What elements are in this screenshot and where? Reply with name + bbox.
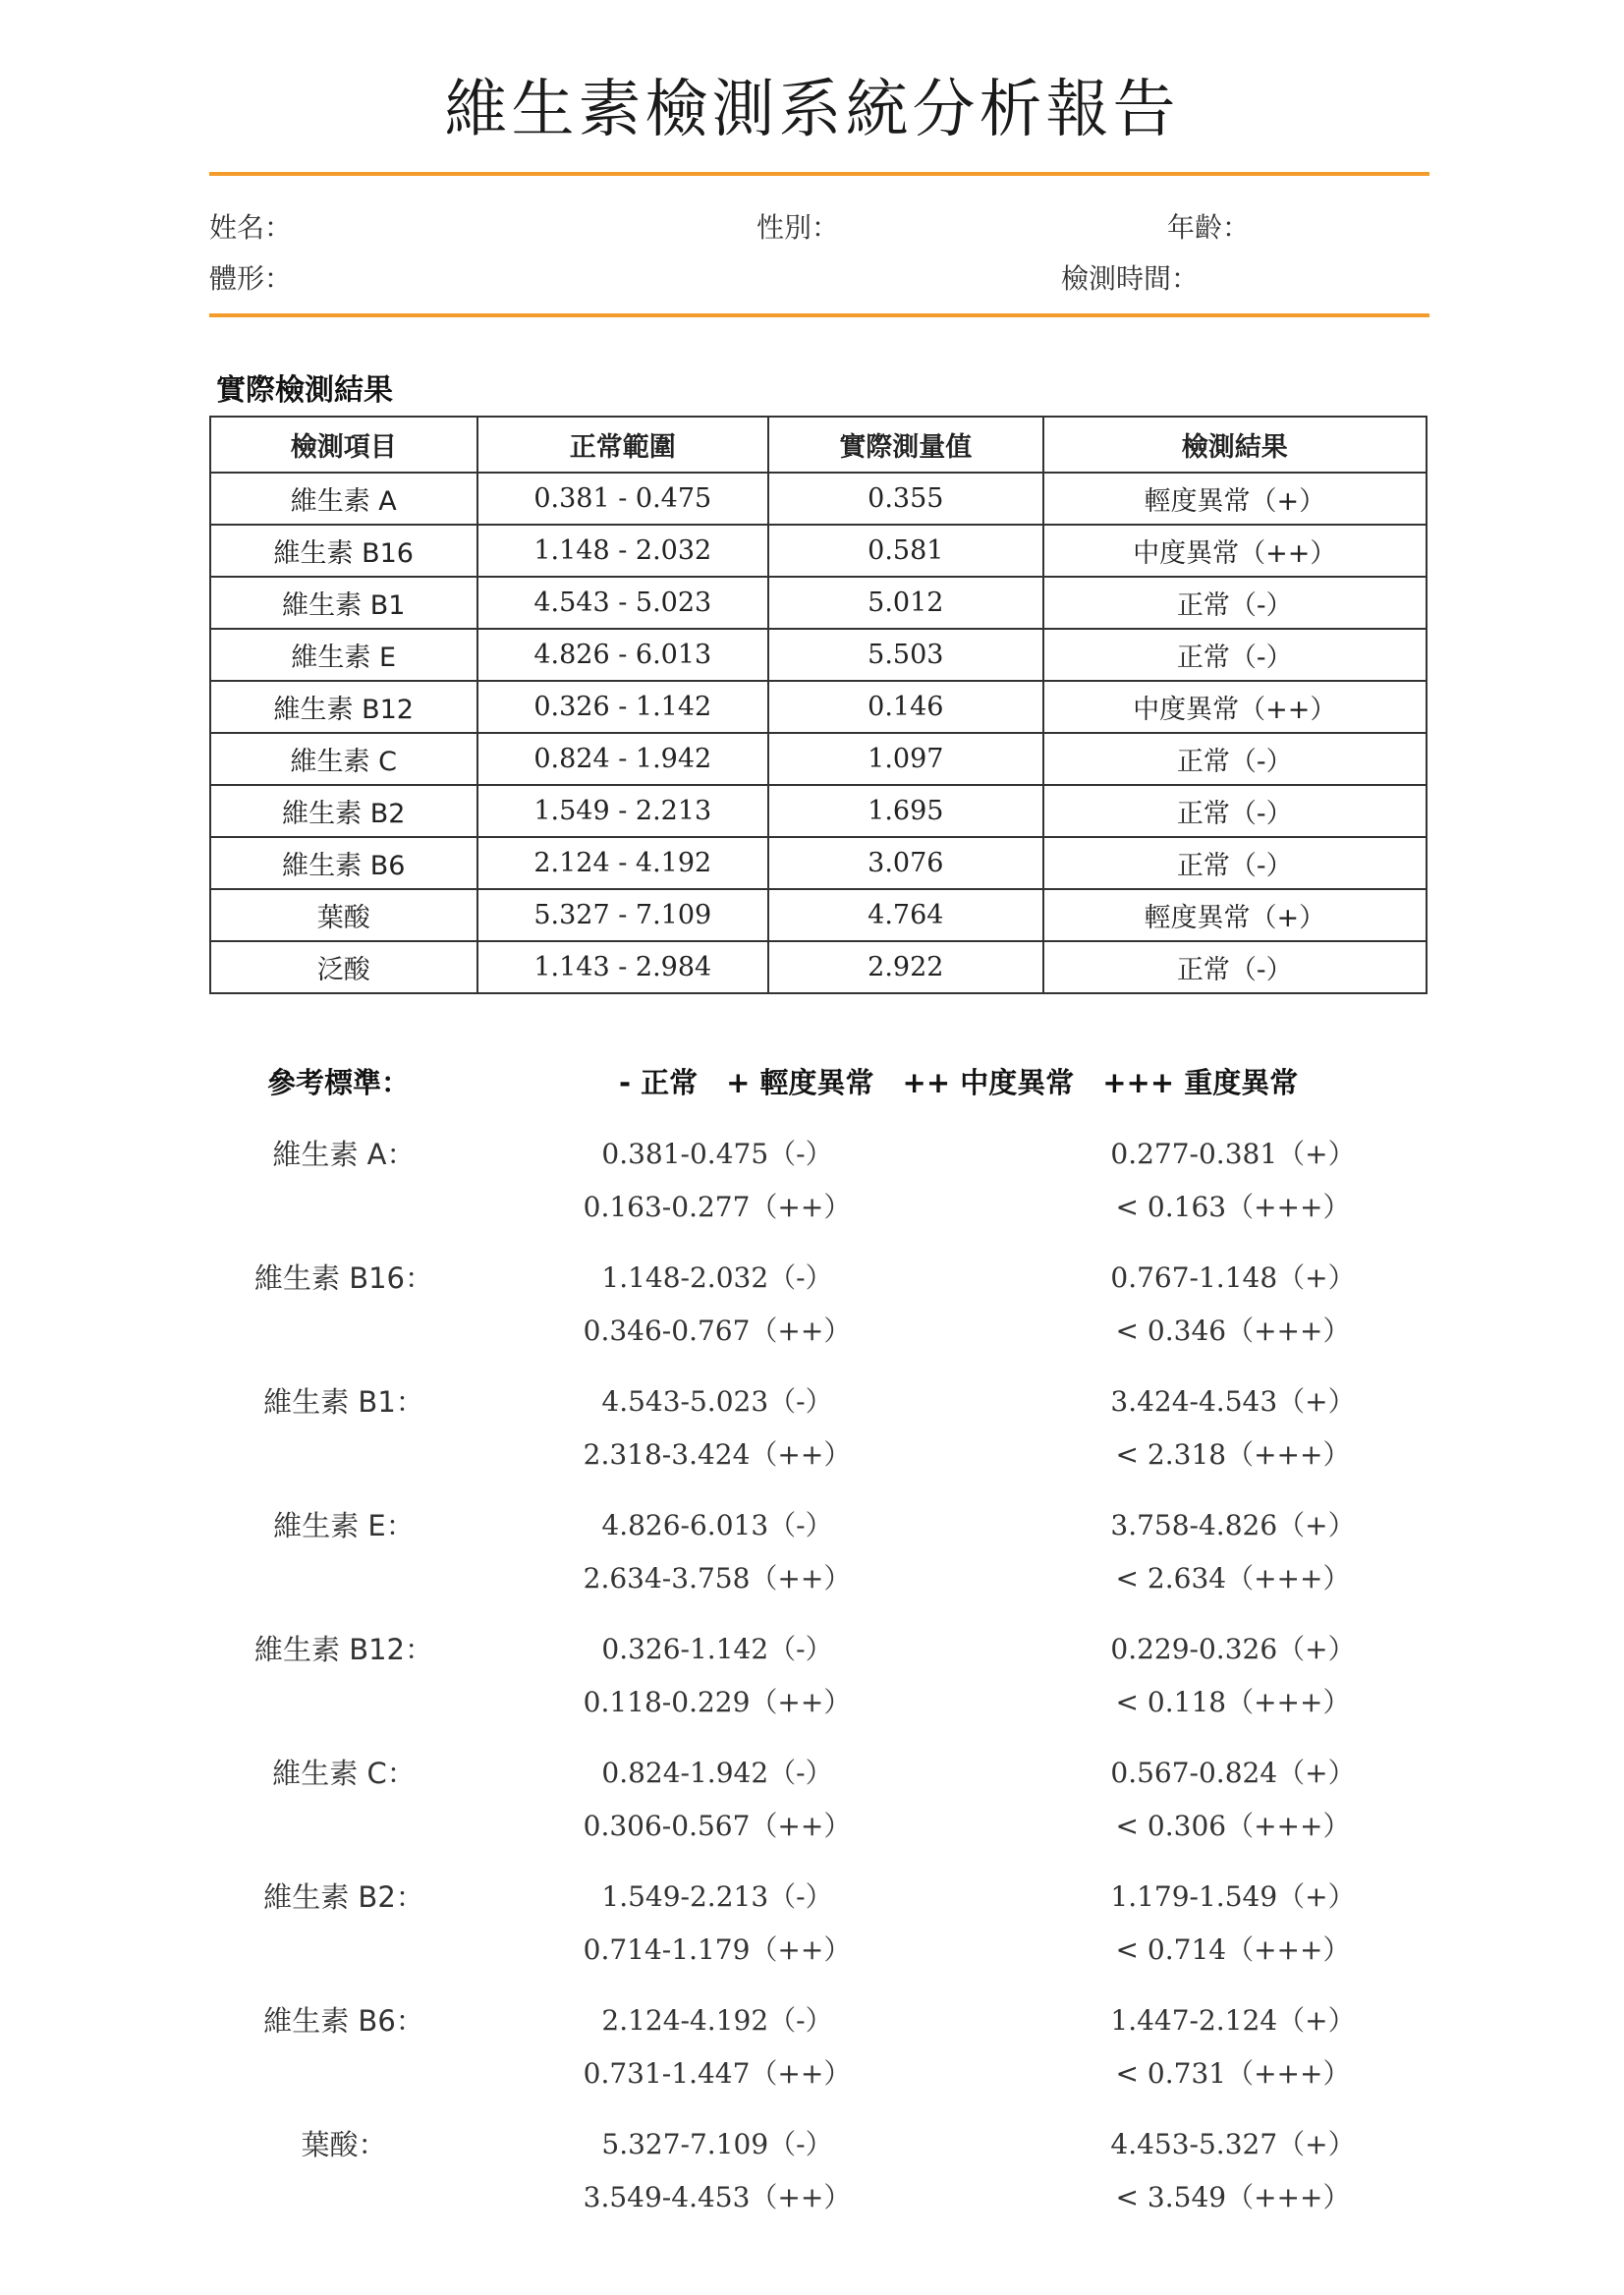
reference-vitamin-name: 維生素 B16： — [253, 1261, 433, 1295]
reference-mild: 0.567-0.824（+） — [1110, 1757, 1356, 1789]
reference-severe: < 0.346（+++） — [1115, 1315, 1351, 1347]
reference-vitamin-name: 維生素 B12： — [253, 1633, 433, 1666]
body-type-label: 體形： — [209, 262, 293, 295]
table-row — [210, 733, 1427, 785]
reference-group — [0, 1133, 1624, 1257]
item-cell: 維生素 B12 — [210, 681, 477, 733]
reference-group — [0, 2123, 1624, 2247]
reference-vitamin-name: 維生素 B1： — [263, 1385, 424, 1419]
table-row — [210, 577, 1427, 629]
table-row — [210, 473, 1427, 525]
header-bottom-rule — [209, 313, 1429, 317]
value-cell: 5.012 — [768, 577, 1043, 629]
reference-vitamin-name: 維生素 E： — [273, 1509, 415, 1542]
reference-mild: 3.758-4.826（+） — [1110, 1509, 1356, 1541]
result-cell: 輕度異常（+） — [1043, 473, 1427, 525]
reference-severe: < 0.118（+++） — [1115, 1686, 1351, 1718]
reference-mild: 0.767-1.148（+） — [1110, 1261, 1356, 1294]
range-cell: 2.124 - 4.192 — [477, 837, 769, 889]
reference-vitamin-name: 維生素 B6： — [263, 2004, 424, 2038]
header-item: 檢測項目 — [210, 417, 477, 473]
reference-group — [0, 1257, 1624, 1380]
reference-severe: < 0.731（+++） — [1115, 2057, 1351, 2090]
reference-mild: 1.447-2.124（+） — [1110, 2004, 1356, 2037]
value-cell: 3.076 — [768, 837, 1043, 889]
table-row — [210, 525, 1427, 577]
value-cell: 1.097 — [768, 733, 1043, 785]
reference-severe: < 3.549（+++） — [1115, 2181, 1351, 2213]
result-cell: 正常（-） — [1043, 629, 1427, 681]
table-row — [210, 941, 1427, 993]
gender-label: 性別： — [756, 211, 840, 244]
item-cell: 維生素 B6 — [210, 837, 477, 889]
value-cell: 0.146 — [768, 681, 1043, 733]
reference-normal: 0.824-1.942（-） — [601, 1757, 833, 1789]
reference-group — [0, 1875, 1624, 1999]
test-time-label: 檢測時間： — [1061, 262, 1200, 295]
reference-group — [0, 1628, 1624, 1752]
item-cell: 維生素 C — [210, 733, 477, 785]
reference-vitamin-name: 維生素 C： — [272, 1757, 416, 1790]
name-label: 姓名： — [209, 211, 293, 244]
reference-mild: 1.179-1.549（+） — [1110, 1880, 1356, 1913]
reference-group — [0, 1999, 1624, 2123]
reference-normal: 4.826-6.013（-） — [601, 1509, 833, 1541]
reference-normal: 1.148-2.032（-） — [601, 1261, 833, 1294]
reference-moderate: 0.714-1.179（++） — [583, 1933, 852, 1966]
result-cell: 正常（-） — [1043, 837, 1427, 889]
item-cell: 葉酸 — [210, 889, 477, 941]
range-cell: 0.381 - 0.475 — [477, 473, 769, 525]
reference-legend: - 正常 + 輕度異常 ++ 中度異常 +++ 重度異常 — [619, 1066, 1299, 1099]
reference-severe: < 0.714（+++） — [1115, 1933, 1351, 1966]
report-title: 維生素檢測系統分析報告 — [444, 74, 1180, 146]
result-cell: 正常（-） — [1043, 941, 1427, 993]
item-cell: 維生素 B1 — [210, 577, 477, 629]
result-cell: 正常（-） — [1043, 577, 1427, 629]
reference-severe: < 2.634（+++） — [1115, 1562, 1351, 1595]
reference-severe: < 2.318（+++） — [1115, 1438, 1351, 1471]
header-result: 檢測結果 — [1043, 417, 1427, 473]
result-cell: 輕度異常（+） — [1043, 889, 1427, 941]
result-cell: 正常（-） — [1043, 785, 1427, 837]
item-cell: 維生素 E — [210, 629, 477, 681]
reference-group — [0, 1752, 1624, 1875]
header-range: 正常範圍 — [477, 417, 769, 473]
reference-vitamin-name: 葉酸： — [301, 2128, 387, 2161]
range-cell: 4.543 - 5.023 — [477, 577, 769, 629]
reference-mild: 0.277-0.381（+） — [1110, 1138, 1356, 1170]
reference-moderate: 0.306-0.567（++） — [583, 1810, 852, 1842]
item-cell: 維生素 B2 — [210, 785, 477, 837]
item-cell: 維生素 A — [210, 473, 477, 525]
reference-mild: 0.229-0.326（+） — [1110, 1633, 1356, 1665]
table-row — [210, 837, 1427, 889]
value-cell: 4.764 — [768, 889, 1043, 941]
reference-normal: 5.327-7.109（-） — [601, 2128, 833, 2160]
results-table — [209, 416, 1428, 994]
value-cell: 0.581 — [768, 525, 1043, 577]
value-cell: 5.503 — [768, 629, 1043, 681]
value-cell: 0.355 — [768, 473, 1043, 525]
reference-moderate: 0.118-0.229（++） — [583, 1686, 852, 1718]
reference-group — [0, 1380, 1624, 1504]
results-header-row — [210, 417, 1427, 473]
table-row — [210, 681, 1427, 733]
value-cell: 2.922 — [768, 941, 1043, 993]
range-cell: 1.549 - 2.213 — [477, 785, 769, 837]
reference-label: 參考標準： — [267, 1066, 411, 1099]
reference-normal: 1.549-2.213（-） — [601, 1880, 833, 1913]
item-cell: 維生素 B16 — [210, 525, 477, 577]
range-cell: 5.327 - 7.109 — [477, 889, 769, 941]
reference-normal: 2.124-4.192（-） — [601, 2004, 833, 2037]
range-cell: 4.826 - 6.013 — [477, 629, 769, 681]
value-cell: 1.695 — [768, 785, 1043, 837]
result-cell: 中度異常（++） — [1043, 525, 1427, 577]
result-cell: 正常（-） — [1043, 733, 1427, 785]
reference-normal: 4.543-5.023（-） — [601, 1385, 833, 1418]
range-cell: 1.148 - 2.032 — [477, 525, 769, 577]
reference-moderate: 2.634-3.758（++） — [583, 1562, 852, 1595]
reference-moderate: 2.318-3.424（++） — [583, 1438, 852, 1471]
reference-mild: 3.424-4.543（+） — [1110, 1385, 1356, 1418]
table-row — [210, 785, 1427, 837]
reference-moderate: 0.346-0.767（++） — [583, 1315, 852, 1347]
reference-moderate: 3.549-4.453（++） — [583, 2181, 852, 2213]
header-top-rule — [209, 172, 1429, 176]
range-cell: 1.143 - 2.984 — [477, 941, 769, 993]
range-cell: 0.326 - 1.142 — [477, 681, 769, 733]
reference-mild: 4.453-5.327（+） — [1110, 2128, 1356, 2160]
reference-severe: < 0.306（+++） — [1115, 1810, 1351, 1842]
result-cell: 中度異常（++） — [1043, 681, 1427, 733]
header-value: 實際測量值 — [768, 417, 1043, 473]
table-row — [210, 889, 1427, 941]
table-row — [210, 629, 1427, 681]
reference-vitamin-name: 維生素 B2： — [263, 1880, 424, 1914]
results-section-title: 實際檢測結果 — [216, 373, 393, 408]
age-label: 年齡： — [1167, 211, 1251, 244]
reference-moderate: 0.163-0.277（++） — [583, 1191, 852, 1223]
reference-severe: < 0.163（+++） — [1115, 1191, 1351, 1223]
reference-group — [0, 1504, 1624, 1628]
item-cell: 泛酸 — [210, 941, 477, 993]
reference-moderate: 0.731-1.447（++） — [583, 2057, 852, 2090]
reference-normal: 0.326-1.142（-） — [601, 1633, 833, 1665]
reference-vitamin-name: 維生素 A： — [272, 1138, 416, 1171]
reference-normal: 0.381-0.475（-） — [601, 1138, 833, 1170]
range-cell: 0.824 - 1.942 — [477, 733, 769, 785]
